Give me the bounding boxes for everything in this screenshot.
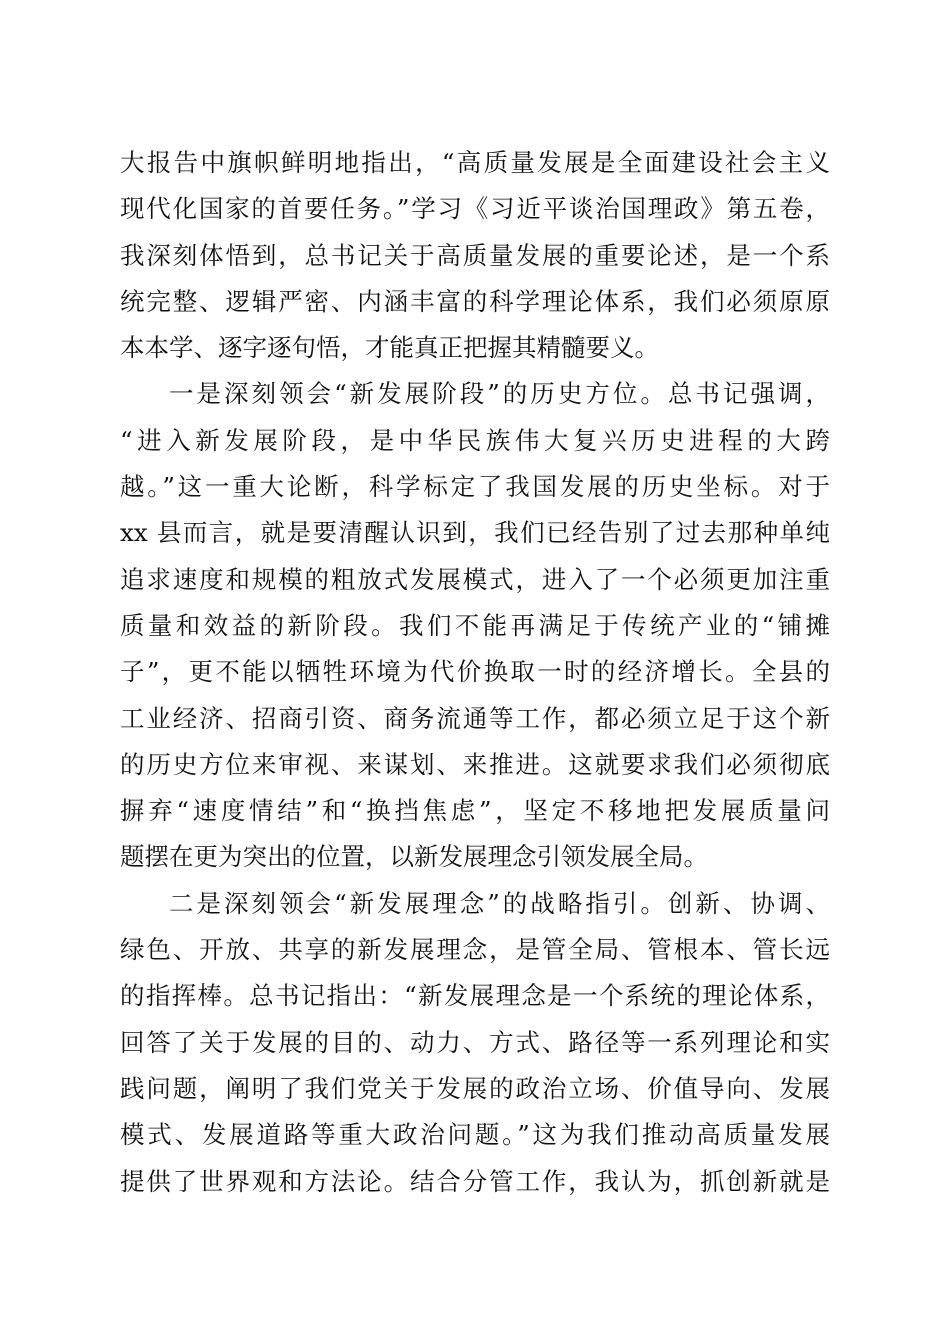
text-line: 绿色、开放、共享的新发展理念，是管全局、管根本、管长远 xyxy=(120,935,830,965)
text-line: 摒弃“速度情结”和“换挡焦虑”，坚定不移地把发展质量问 xyxy=(120,796,830,826)
text-line: 越。”这一重大论断，科学标定了我国发展的历史坐标。对于 xyxy=(120,472,830,502)
text-line: 回答了关于发展的目的、动力、方式、路径等一系列理论和实 xyxy=(120,1027,830,1057)
text-line: 追求速度和规模的粗放式发展模式，进入了一个必须更加注重 xyxy=(120,564,830,594)
text-line: 模式、发展道路等重大政治问题。”这为我们推动高质量发展 xyxy=(120,1120,830,1150)
text-line: 提供了世界观和方法论。结合分管工作，我认为，抓创新就是 xyxy=(120,1166,830,1196)
text-line: 二是深刻领会“新发展理念”的战略指引。创新、协调、 xyxy=(169,888,830,918)
text-line: 践问题，阐明了我们党关于发展的政治立场、价值导向、发展 xyxy=(120,1073,830,1103)
text-line: 的指挥棒。总书记指出：“新发展理念是一个系统的理论体系， xyxy=(120,981,830,1011)
text-line: 统完整、逻辑严密、内涵丰富的科学理论体系，我们必须原原 xyxy=(120,286,830,316)
text-line: 子”，更不能以牺牲环境为代价换取一时的经济增长。全县的 xyxy=(120,657,830,687)
text-line: 现代化国家的首要任务。”学习《习近平谈治国理政》第五卷， xyxy=(120,194,830,224)
text-line: “进入新发展阶段，是中华民族伟大复兴历史进程的大跨 xyxy=(120,425,830,455)
text-line: xx 县而言，就是要清醒认识到，我们已经告别了过去那种单纯 xyxy=(120,518,830,548)
text-line: 题摆在更为突出的位置，以新发展理念引领发展全局。 xyxy=(120,842,708,872)
text-line: 我深刻体悟到，总书记关于高质量发展的重要论述，是一个系 xyxy=(120,240,830,270)
text-line: 大报告中旗帜鲜明地指出，“高质量发展是全面建设社会主义 xyxy=(120,148,830,177)
text-line: 工业经济、招商引资、商务流通等工作，都必须立足于这个新 xyxy=(120,703,830,733)
text-line: 本本学、逐字逐句悟，才能真正把握其精髓要义。 xyxy=(120,333,659,363)
paragraph-new-development-philosophy xyxy=(120,881,830,1205)
text-line: 质量和效益的新阶段。我们不能再满足于传统产业的“铺摊 xyxy=(120,610,830,640)
text-line: 的历史方位来审视、来谋划、来推进。这就要求我们必须彻底 xyxy=(120,749,830,779)
paragraph-new-development-stage xyxy=(120,371,830,880)
text-line: 一是深刻领会“新发展阶段”的历史方位。总书记强调， xyxy=(169,379,830,409)
body-text xyxy=(120,140,830,1205)
paragraph-intro xyxy=(120,140,830,371)
